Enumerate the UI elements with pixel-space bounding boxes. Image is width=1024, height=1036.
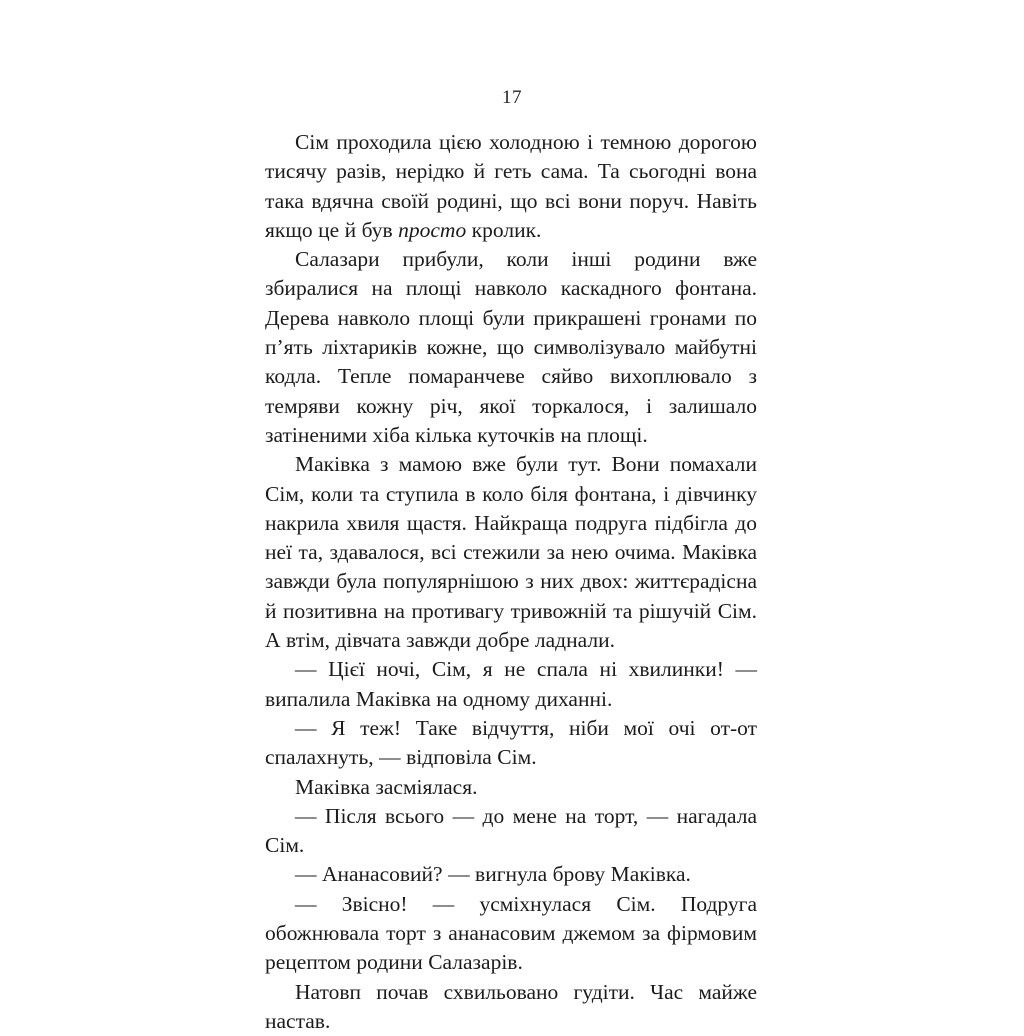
paragraph xyxy=(265,128,757,245)
dialogue-paragraph xyxy=(265,714,757,773)
text-run: Маківка з мамою вже були тут. Вони помахали Сім, коли та ступила в коло біля фонтана, і дівчинку накрила хвиля щастя. Найкраща подруга підбігла до неї та, здавалося, всі стежили за нею очима. Маківка завжди була популярнішою з них двох: життєрадісна й позитивна на противагу тривожній та рішучій Сім. А втім, дівчата завжди добре ладнали. xyxy=(265,452,757,653)
page-number: 17 xyxy=(502,87,522,108)
dialogue-paragraph xyxy=(265,655,757,714)
text-run: Салазари прибули, коли інші родини вже збиралися на площі навколо каскадного фонтана. Дерева навколо площі були прикрашені гронами по п’ять ліхтариків кожне, що символізувало майбутні кодла. Тепле помаранчеве сяйво вихоплювало з темряви кожну річ, якої торкалося, і залишало затіненими хіба кілька куточків на площі. xyxy=(265,247,757,447)
text-run-italic: просто xyxy=(398,217,467,242)
paragraph xyxy=(265,978,757,1036)
text-run: — Цієї ночі, Сім, я не спала ні хвилинки! — випалила Маківка на одному диханні. xyxy=(265,657,757,711)
text-run: Сім проходила цією холодною і темною дорогою тисячу разів, нерідко й геть сама. Та сьогодні вона така вдячна своїй родині, що всі вони поруч. Навіть якщо це й був xyxy=(265,130,757,242)
dialogue-paragraph xyxy=(265,802,757,861)
text-run: — Ананасовий? — вигнула брову Маківка. xyxy=(295,862,691,887)
text-run: — Я теж! Таке відчуття, ніби мої очі от-от спалахнуть, — відповіла Сім. xyxy=(265,715,757,770)
text-run: — Звісно! — усміхнулася Сім. Подруга обожнювала торт з ананасовим джемом за фірмовим рецептом родини Салазарів. xyxy=(265,891,757,975)
paragraph xyxy=(265,773,757,802)
dialogue-paragraph xyxy=(265,890,757,978)
paragraph xyxy=(265,245,757,450)
body-text-block xyxy=(265,128,757,1036)
text-run: Натовп почав схвильовано гудіти. Час майже настав. xyxy=(265,979,757,1033)
dialogue-paragraph xyxy=(265,860,757,889)
text-run: — Після всього — до мене на торт, — нагадала Сім. xyxy=(265,803,757,858)
text-run: кролик. xyxy=(466,217,542,242)
paragraph xyxy=(265,450,757,655)
text-run: Маківка засміялася. xyxy=(295,774,478,799)
